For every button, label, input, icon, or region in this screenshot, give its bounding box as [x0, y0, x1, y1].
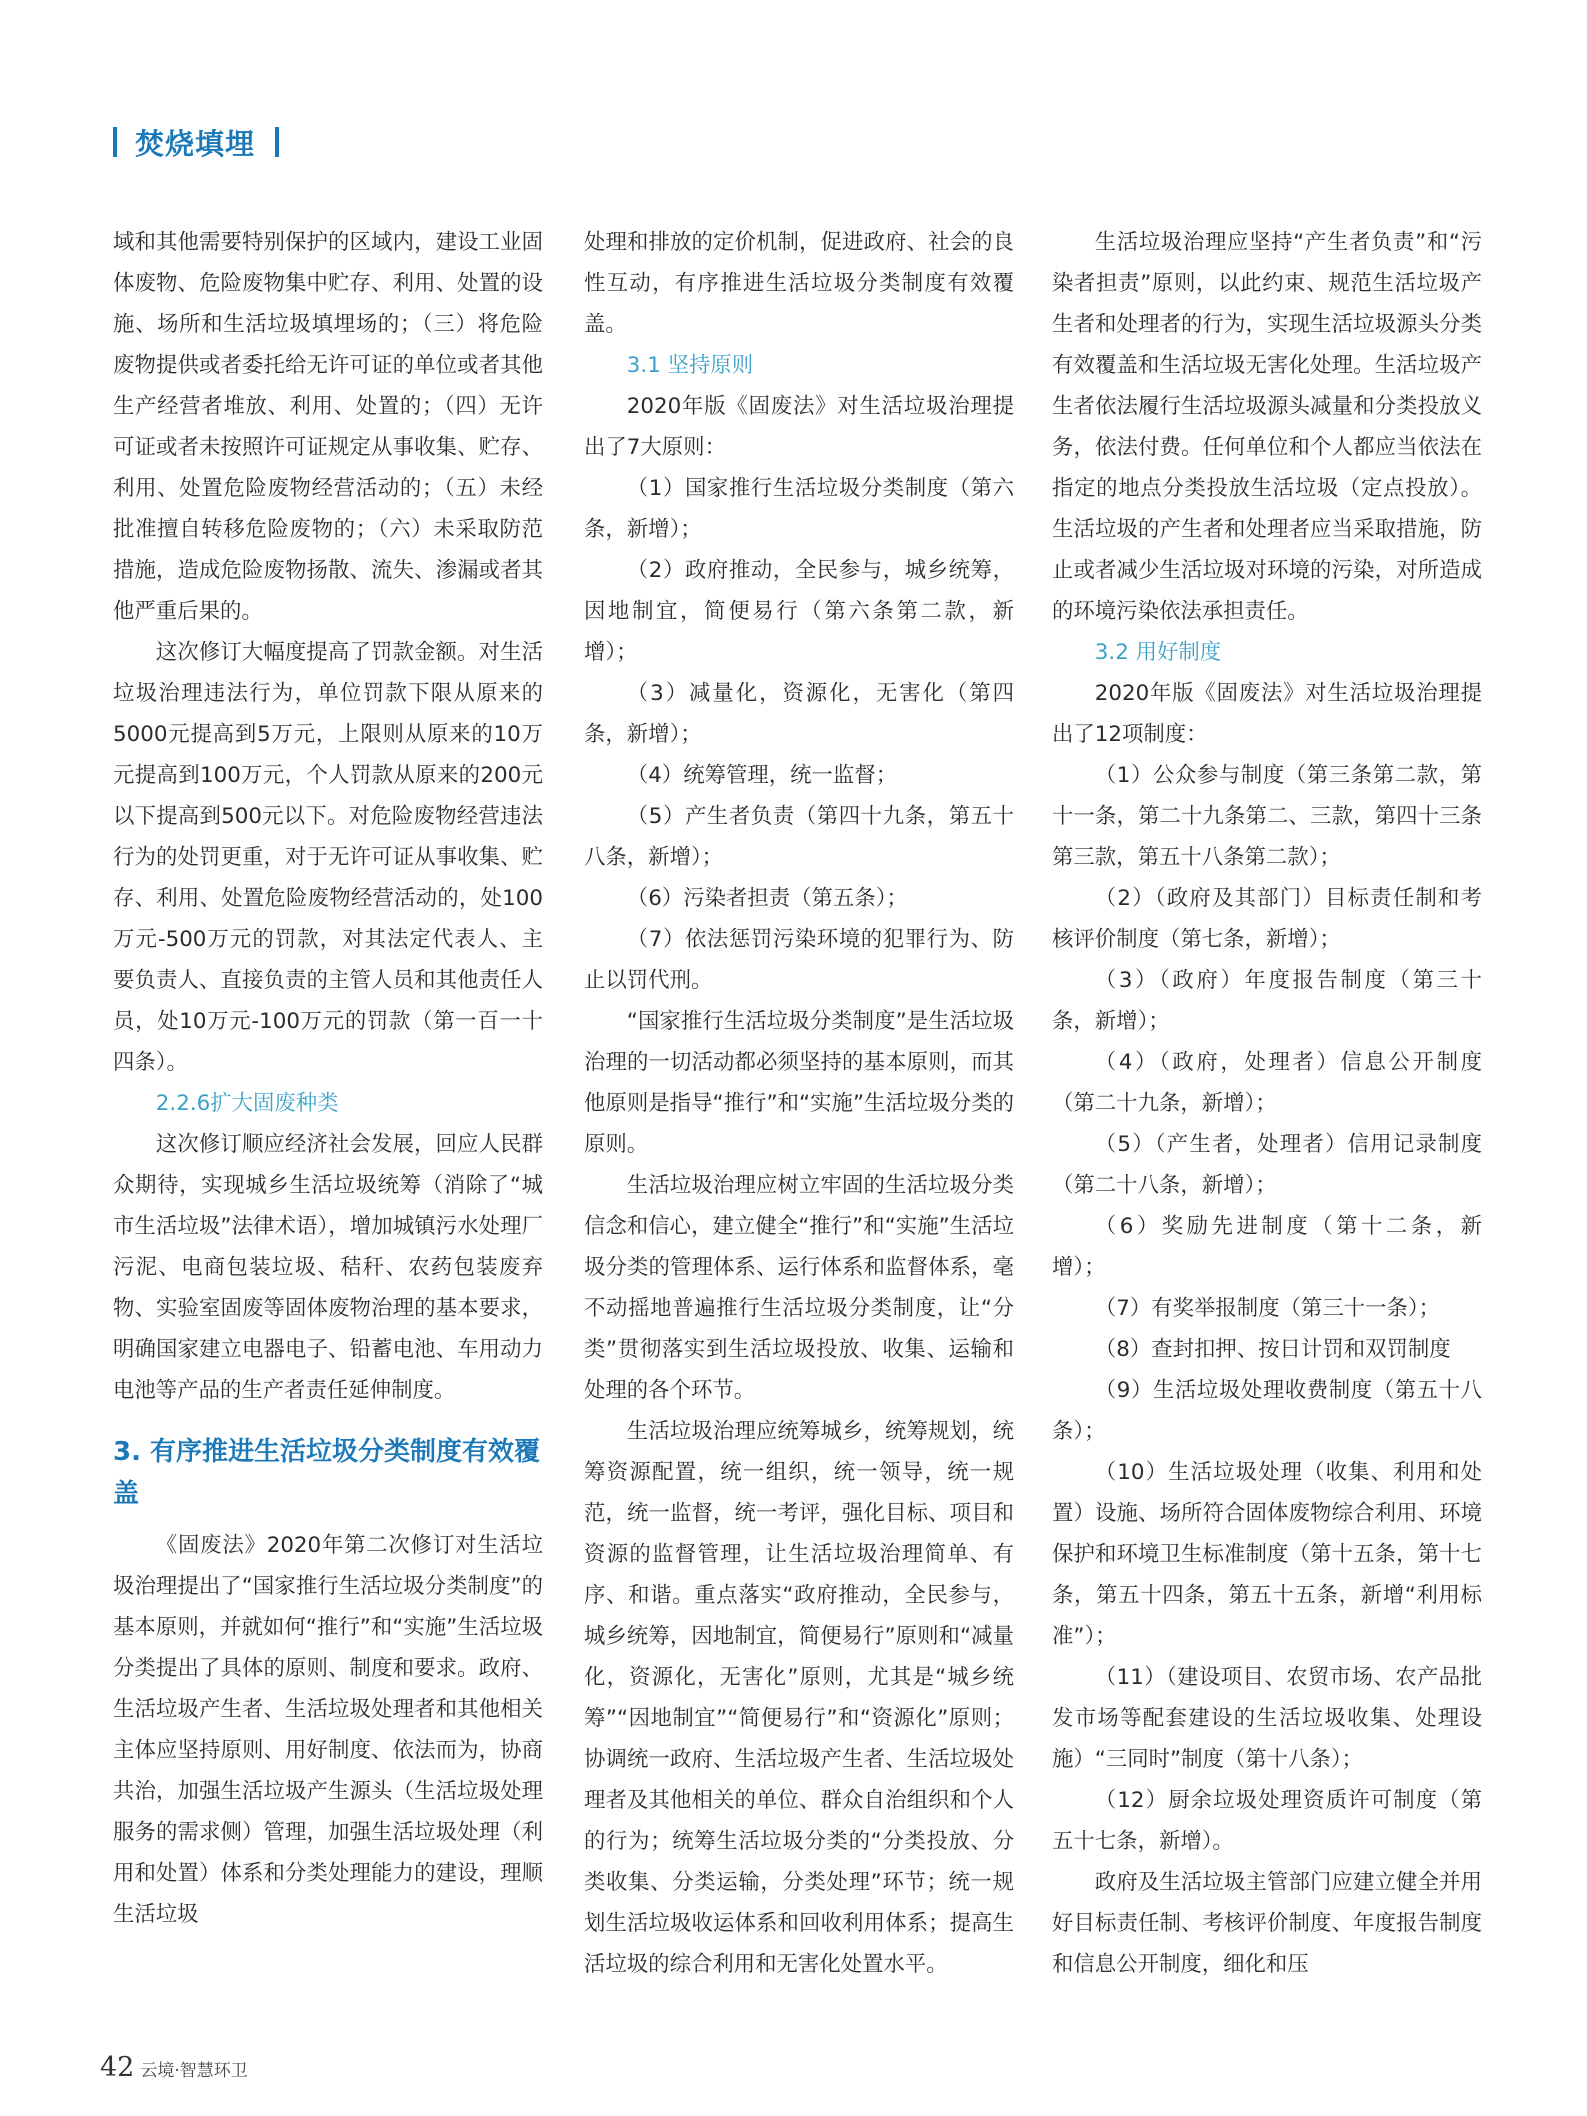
section-heading: 3. 有序推进生活垃圾分类制度有效覆盖 [113, 1437, 541, 1509]
publication-name: 云境·智慧环卫 [140, 2061, 248, 2081]
list-item: （9）生活垃圾处理收费制度（第五十八条）； [1052, 1378, 1482, 1444]
page-footer [100, 2052, 248, 2083]
paragraph: 生活垃圾治理应统筹城乡，统筹规划，统筹资源配置，统一组织，统一领导，统一规范，统一监督，统一考评，强化目标、项目和资源的监督管理，让生活垃圾治理简单、有序、和谐。重点落实“政府推动，全民参与，城乡统筹，因地制宜，简便易行”原则和“减量化，资源化，无害化”原则，尤其是“城乡统筹”“因地制宜”“简便易行”和“资源化”原则；协调统一政府、生活垃圾产生者、生活垃圾处理者及其他相关的单位、群众自治组织和个人的行为；统筹生活垃圾分类的“分类投放、分类收集、分类运输，分类处理”环节；统一规划生活垃圾收运体系和回收利用体系；提高生活垃圾的综合利用和无害化处置水平。 [584, 1419, 1014, 1977]
paragraph: 政府及生活垃圾主管部门应建立健全并用好目标责任制、考核评价制度、年度报告制度和信息公开制度，细化和压 [1052, 1870, 1482, 1977]
list-item: （3）（政府）年度报告制度（第三十条，新增）； [1052, 968, 1482, 1034]
section-title: 焚烧填埋 [135, 126, 256, 161]
list-item: （6）污染者担责（第五条）； [626, 886, 908, 911]
list-item: （6）奖励先进制度（第十二条，新增）； [1052, 1214, 1482, 1280]
page-number: 42 [100, 2052, 135, 2083]
list-item: （1）国家推行生活垃圾分类制度（第六条，新增）； [584, 476, 1014, 542]
list-item: （1）公众参与制度（第三条第二款，第十一条，第二十九条第二、三款，第四十三条第三款，第五十八条第二款）； [1052, 763, 1482, 870]
list-item: （7）依法惩罚污染环境的犯罪行为、防止以罚代刑。 [584, 927, 1014, 993]
header-left-bar [113, 127, 117, 157]
paragraph: “国家推行生活垃圾分类制度”是生活垃圾治理的一切活动都必须坚持的基本原则，而其他原则是指导“推行”和“实施”生活垃圾分类的原则。 [584, 1009, 1014, 1157]
list-item: （4）（政府，处理者）信息公开制度（第二十九条，新增）； [1052, 1050, 1482, 1116]
paragraph: 生活垃圾治理应树立牢固的生活垃圾分类信念和信心，建立健全“推行”和“实施”生活垃圾分类的管理体系、运行体系和监督体系，毫不动摇地普遍推行生活垃圾分类制度，让“分类”贯彻落实到生活垃圾投放、收集、运输和处理的各个环节。 [584, 1173, 1014, 1403]
list-item: （12）厨余垃圾处理资质许可制度（第五十七条，新增）。 [1052, 1788, 1482, 1854]
list-item: （5）（产生者，处理者）信用记录制度（第二十八条，新增）； [1052, 1132, 1482, 1198]
column-2 [584, 222, 1014, 1985]
paragraph: 2020年版《固废法》对生活垃圾治理提出了7大原则： [584, 394, 1014, 460]
list-item: （2）（政府及其部门）目标责任制和考核评价制度（第七条，新增）； [1052, 886, 1482, 952]
list-item: （7）有奖举报制度（第三十一条）； [1094, 1296, 1440, 1321]
list-item: （5）产生者负责（第四十九条，第五十八条，新增）； [584, 804, 1014, 870]
list-item: （10）生活垃圾处理（收集、利用和处置）设施、场所符合固体废物综合利用、环境保护和环境卫生标准制度（第十五条，第十七条，第五十四条，第五十五条，新增“利用标准”）； [1052, 1460, 1482, 1649]
paragraph: 2020年版《固废法》对生活垃圾治理提出了12项制度： [1052, 681, 1482, 747]
subheading: 3.2 用好制度 [1094, 640, 1222, 665]
list-item: （3）减量化，资源化，无害化（第四条，新增）； [584, 681, 1014, 747]
list-item: （11）（建设项目、农贸市场、农产品批发市场等配套建设的生活垃圾收集、处理设施）“三同时”制度（第十八条）； [1052, 1665, 1482, 1772]
paragraph: 生活垃圾治理应坚持“产生者负责”和“污染者担责”原则，以此约束、规范生活垃圾产生者和处理者的行为，实现生活垃圾源头分类有效覆盖和生活垃圾无害化处理。生活垃圾产生者依法履行生活垃圾源头减量和分类投放义务，依法付费。任何单位和个人都应当依法在指定的地点分类投放生活垃圾（定点投放）。生活垃圾的产生者和处理者应当采取措施，防止或者减少生活垃圾对环境的污染，对所造成的环境污染依法承担责任。 [1052, 230, 1482, 624]
list-item: （2）政府推动，全民参与，城乡统筹，因地制宜，简便易行（第六条第二款，新增）； [584, 558, 1014, 665]
subheading: 3.1 坚持原则 [626, 353, 754, 378]
column-1 [113, 222, 543, 1935]
list-item: （4）统筹管理，统一监督； [626, 763, 898, 788]
paragraph: 这次修订顺应经济社会发展，回应人民群众期待，实现城乡生活垃圾统筹（消除了“城市生活垃圾”法律术语），增加城镇污水处理厂污泥、电商包装垃圾、秸秆、农药包装废弃物、实验室固废等固体废物治理的基本要求，明确国家建立电器电子、铅蓄电池、车用动力电池等产品的生产者责任延伸制度。 [113, 1132, 543, 1403]
paragraph: 这次修订大幅度提高了罚款金额。对生活垃圾治理违法行为，单位罚款下限从原来的5000元提高到5万元，上限则从原来的10万元提高到100万元，个人罚款从原来的200元以下提高到500元以下。对危险废物经营违法行为的处罚更重，对于无许可证从事收集、贮存、利用、处置危险废物经营活动的，处100万元-500万元的罚款，对其法定代表人、主要负责人、直接负责的主管人员和其他责任人员，处10万元-100万元的罚款（第一百一十四条）。 [113, 640, 543, 1075]
header-right-bar [275, 127, 279, 157]
list-item: （8）查封扣押、按日计罚和双罚制度 [1094, 1337, 1451, 1362]
paragraph: 《固废法》2020年第二次修订对生活垃圾治理提出了“国家推行生活垃圾分类制度”的基本原则，并就如何“推行”和“实施”生活垃圾分类提出了具体的原则、制度和要求。政府、生活垃圾产生者、生活垃圾处理者和其他相关主体应坚持原则、用好制度、依法而为，协商共治，加强生活垃圾产生源头（生活垃圾处理服务的需求侧）管理，加强生活垃圾处理（利用和处置）体系和分类处理能力的建设，理顺生活垃圾 [113, 1533, 543, 1927]
section-header [113, 120, 279, 164]
column-3 [1052, 222, 1482, 1985]
paragraph: 域和其他需要特别保护的区域内，建设工业固体废物、危险废物集中贮存、利用、处置的设施、场所和生活垃圾填埋场的；（三）将危险废物提供或者委托给无许可证的单位或者其他生产经营者堆放、利用、处置的；（四）无许可证或者未按照许可证规定从事收集、贮存、利用、处置危险废物经营活动的；（五）未经批准擅自转移危险废物的；（六）未采取防范措施，造成危险废物扬散、流失、渗漏或者其他严重后果的。 [113, 230, 543, 624]
subheading: 2.2.6扩大固废种类 [155, 1091, 339, 1116]
paragraph: 处理和排放的定价机制，促进政府、社会的良性互动，有序推进生活垃圾分类制度有效覆盖。 [584, 230, 1014, 337]
